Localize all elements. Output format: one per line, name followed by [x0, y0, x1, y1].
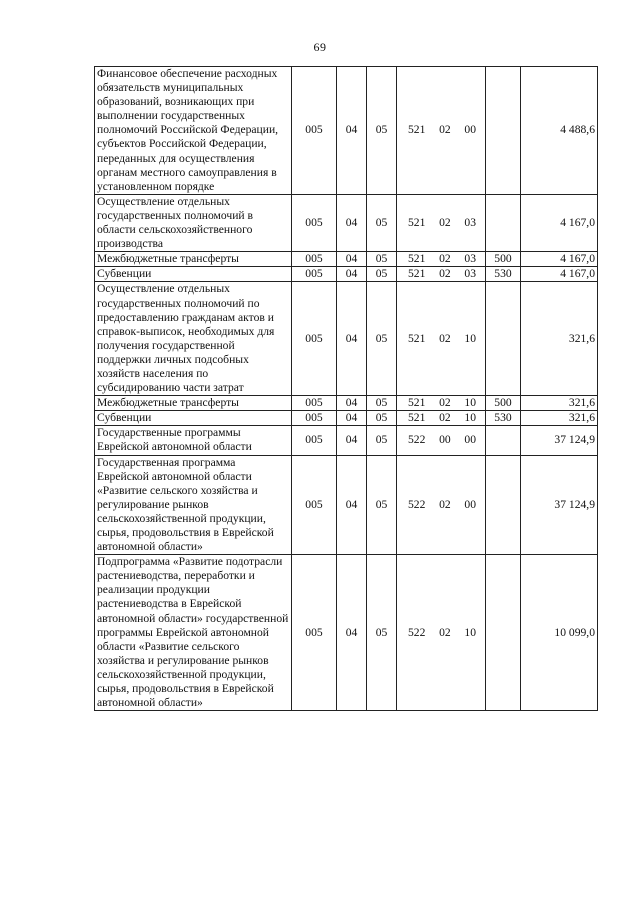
row-name: Осуществление отдельных государственных полномочий в области сельскохозяйственного производства	[95, 194, 292, 251]
csr-program: 522	[408, 433, 426, 447]
csr-subprogram: 00	[439, 433, 451, 447]
ministry-code: 005	[292, 267, 337, 282]
row-name: Подпрограмма «Развитие подотрасли растениеводства, переработки и реализации продукции растениеводства в Еврейской автономной области» государственной программы Еврейской автономной области «Развитие сельского хозяйства и регулирование рынков сельскохозяйственной продукции, сырья, продовольствия в Еврейской автономной области»	[95, 555, 292, 711]
row-name: Межбюджетные трансферты	[95, 252, 292, 267]
subsection-code: 05	[367, 396, 397, 411]
csr-subprogram: 02	[439, 252, 451, 266]
csr-subprogram: 02	[439, 331, 451, 345]
ministry-code: 005	[292, 426, 337, 455]
expense-type-code	[486, 426, 521, 455]
expense-type-code: 500	[486, 252, 521, 267]
subsection-code: 05	[367, 426, 397, 455]
csr-program: 521	[408, 331, 426, 345]
target-article-code	[397, 411, 486, 426]
csr-program: 521	[408, 411, 426, 425]
section-code: 04	[337, 252, 367, 267]
target-article-code	[397, 267, 486, 282]
expense-type-code	[486, 455, 521, 555]
csr-program: 522	[408, 497, 426, 511]
csr-item: 00	[464, 433, 476, 447]
expense-type-code	[486, 67, 521, 195]
target-article-code	[397, 455, 486, 555]
target-article-code	[397, 555, 486, 711]
amount: 37 124,9	[521, 455, 598, 555]
row-name: Государственные программы Еврейской автономной области	[95, 426, 292, 455]
csr-subprogram: 02	[439, 411, 451, 425]
csr-item: 10	[464, 396, 476, 410]
csr-subprogram: 02	[439, 625, 451, 639]
row-name: Государственная программа Еврейской автономной области «Развитие сельского хозяйства и регулирование рынков сельскохозяйственной продукции, сырья, продовольствия в Еврейской автономной области»	[95, 455, 292, 555]
table-row	[95, 455, 598, 555]
subsection-code: 05	[367, 194, 397, 251]
row-name: Субвенции	[95, 411, 292, 426]
csr-subprogram: 02	[439, 497, 451, 511]
ministry-code: 005	[292, 396, 337, 411]
csr-program: 521	[408, 123, 426, 137]
ministry-code: 005	[292, 252, 337, 267]
section-code: 04	[337, 426, 367, 455]
csr-program: 521	[408, 215, 426, 229]
expense-type-code	[486, 194, 521, 251]
amount: 37 124,9	[521, 426, 598, 455]
csr-subprogram: 02	[439, 396, 451, 410]
csr-item: 03	[464, 267, 476, 281]
section-code: 04	[337, 267, 367, 282]
csr-program: 521	[408, 252, 426, 266]
csr-item: 03	[464, 252, 476, 266]
amount: 321,6	[521, 282, 598, 396]
csr-program: 522	[408, 625, 426, 639]
csr-item: 00	[464, 497, 476, 511]
target-article-code	[397, 67, 486, 195]
amount: 4 167,0	[521, 267, 598, 282]
target-article-code	[397, 396, 486, 411]
ministry-code: 005	[292, 282, 337, 396]
expense-type-code: 530	[486, 411, 521, 426]
section-code: 04	[337, 282, 367, 396]
row-name: Межбюджетные трансферты	[95, 396, 292, 411]
subsection-code: 05	[367, 267, 397, 282]
csr-item: 10	[464, 331, 476, 345]
section-code: 04	[337, 555, 367, 711]
amount: 321,6	[521, 411, 598, 426]
row-name: Осуществление отдельных государственных полномочий по предоставлению гражданам актов и справок-выписок, необходимых для получения государственной поддержки личных подсобных хозяйств населения по субсидированию части затрат	[95, 282, 292, 396]
amount: 4 167,0	[521, 252, 598, 267]
table-row	[95, 252, 598, 267]
amount: 321,6	[521, 396, 598, 411]
csr-item: 10	[464, 625, 476, 639]
subsection-code: 05	[367, 411, 397, 426]
table-row	[95, 194, 598, 251]
ministry-code: 005	[292, 455, 337, 555]
csr-program: 521	[408, 396, 426, 410]
section-code: 04	[337, 411, 367, 426]
ministry-code: 005	[292, 194, 337, 251]
subsection-code: 05	[367, 252, 397, 267]
table-row	[95, 555, 598, 711]
amount: 4 167,0	[521, 194, 598, 251]
csr-subprogram: 02	[439, 215, 451, 229]
table-row	[95, 396, 598, 411]
expense-type-code	[486, 555, 521, 711]
row-name: Субвенции	[95, 267, 292, 282]
subsection-code: 05	[367, 67, 397, 195]
expense-type-code: 530	[486, 267, 521, 282]
csr-program: 521	[408, 267, 426, 281]
amount: 4 488,6	[521, 67, 598, 195]
amount: 10 099,0	[521, 555, 598, 711]
table-row	[95, 411, 598, 426]
table-row	[95, 282, 598, 396]
budget-table	[94, 66, 598, 711]
row-name: Финансовое обеспечение расходных обязательств муниципальных образований, возникающих при выполнении государственных полномочий Российской Федерации, субъектов Российской Федерации, переданных для осуществления органам местного самоуправления в установленном порядке	[95, 67, 292, 195]
table-row	[95, 267, 598, 282]
target-article-code	[397, 252, 486, 267]
csr-subprogram: 02	[439, 123, 451, 137]
expense-type-code	[486, 282, 521, 396]
target-article-code	[397, 282, 486, 396]
csr-item: 10	[464, 411, 476, 425]
ministry-code: 005	[292, 411, 337, 426]
section-code: 04	[337, 67, 367, 195]
ministry-code: 005	[292, 67, 337, 195]
section-code: 04	[337, 455, 367, 555]
section-code: 04	[337, 194, 367, 251]
csr-item: 03	[464, 215, 476, 229]
csr-subprogram: 02	[439, 267, 451, 281]
page-number: 69	[313, 40, 327, 54]
subsection-code: 05	[367, 455, 397, 555]
csr-item: 00	[464, 123, 476, 137]
ministry-code: 005	[292, 555, 337, 711]
subsection-code: 05	[367, 555, 397, 711]
table-row	[95, 426, 598, 455]
table-row	[95, 67, 598, 195]
subsection-code: 05	[367, 282, 397, 396]
expense-type-code: 500	[486, 396, 521, 411]
target-article-code	[397, 426, 486, 455]
section-code: 04	[337, 396, 367, 411]
target-article-code	[397, 194, 486, 251]
